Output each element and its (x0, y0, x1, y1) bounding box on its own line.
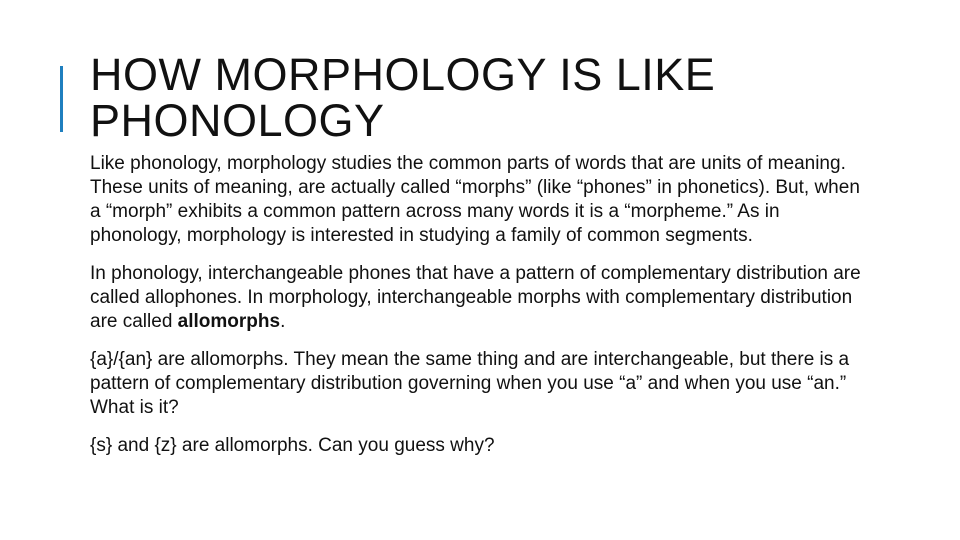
title-accent-bar (60, 66, 63, 132)
paragraph-s-z: {s} and {z} are allomorphs. Can you guess why? (90, 435, 495, 456)
allomorphs-term: allomorphs (177, 311, 281, 332)
paragraph-morphs: Like phonology, morphology studies the common parts of words that are units of meaning. These units of meaning, are actually called “morphs” (like “phones” in phonetics). But, when a “morph” exhibits a common pattern across many words it is a “morpheme.” As in phonology, morphology is interested in studying a family of common segments. (90, 153, 860, 246)
paragraph-allomorphs-end: . (280, 311, 286, 332)
paragraph-allomorphs (90, 262, 870, 334)
paragraph-a-an: {a}/{an} are allomorphs. They mean the same thing and are interchangeable, but there is a pattern of complementary distribution governing when you use “a” and when you use “an.” What is it? (90, 349, 850, 418)
paragraph-allomorphs-text: In phonology, interchangeable phones that have a pattern of complementary distribution are called allophones. In morphology, interchangeable morphs with complementary distribution are called (90, 263, 861, 332)
slide-body (90, 152, 870, 472)
title-line-1: HOW MORPHOLOGY IS LIKE (90, 49, 716, 100)
title-line-2: PHONOLOGY (90, 95, 385, 146)
slide-title (90, 49, 910, 146)
